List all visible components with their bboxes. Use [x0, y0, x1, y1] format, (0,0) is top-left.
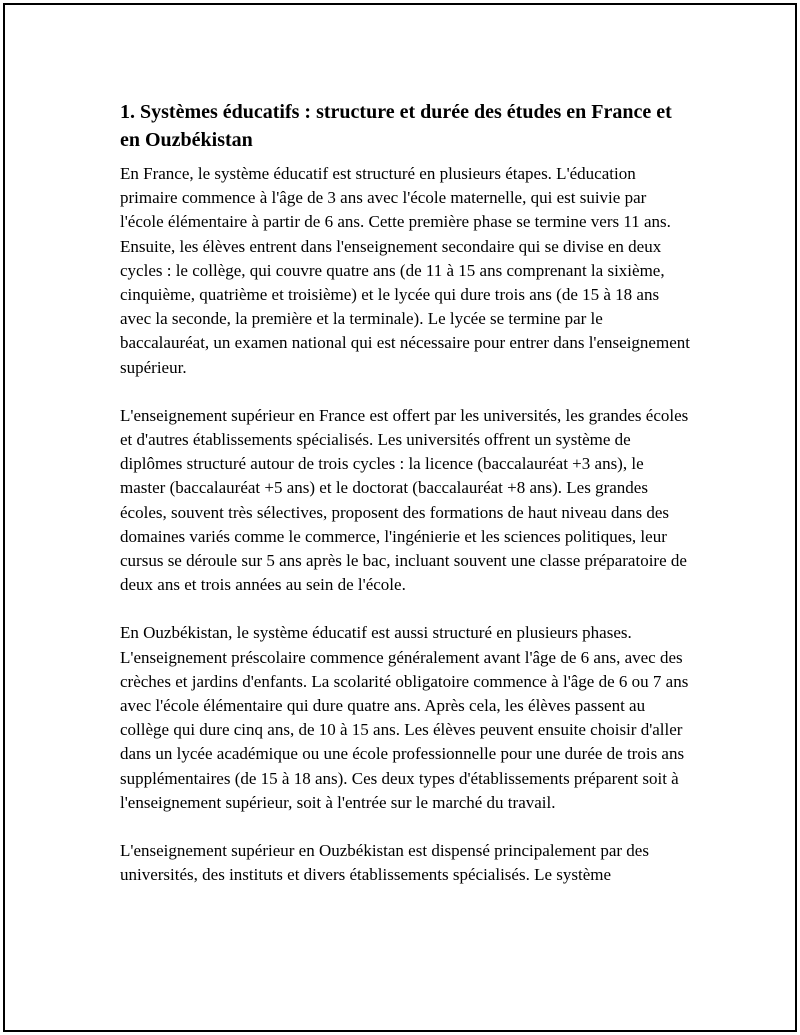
- paragraph-france-higher-education: L'enseignement supérieur en France est offert par les universités, les grandes écoles et d'autres établissements spécialisés. Les universités offrent un système de diplômes structuré autour de trois cycles : la licence (baccalauréat +3 ans), le master (baccalauréat +5 ans) et le doctorat (baccalauréat +8 ans). Les grandes écoles, souvent très sélectives, proposent des formations de haut niveau dans des domaines variés comme le commerce, l'ingénierie et les sciences politiques, leur cursus se déroule sur 5 ans après le bac, incluant souvent une classe préparatoire de deux ans et trois années au sein de l'école.: [120, 405, 689, 595]
- section-heading: 1. Systèmes éducatifs : structure et durée des études en France et en Ouzbékistan: [120, 101, 672, 151]
- paragraph-france-primary-secondary: En France, le système éducatif est structuré en plusieurs étapes. L'éducation primaire commence à l'âge de 3 ans avec l'école maternelle, qui est suivie par l'école élémentaire à partir de 6 ans. Cette première phase se termine vers 11 ans. Ensuite, les élèves entrent dans l'enseignement secondaire qui se divise en deux cycles : le collège, qui couvre quatre ans (de 11 à 15 ans comprenant la sixième, cinquième, quatrième et troisième) et le lycée qui dure trois ans (de 15 à 18 ans avec la seconde, la première et la terminale). Le lycée se termine par le baccalauréat, un examen national qui est nécessaire pour entrer dans l'enseignement supérieur.: [120, 164, 690, 377]
- paragraph-uzbekistan-school-system: En Ouzbékistan, le système éducatif est aussi structuré en plusieurs phases. L'enseignement préscolaire commence généralement avant l'âge de 6 ans, avec des crèches et jardins d'enfants. La scolarité obligatoire commence à l'âge de 6 ou 7 ans avec l'école élémentaire qui dure quatre ans. Après cela, les élèves passent au collège qui dure cinq ans, de 10 à 15 ans. Les élèves peuvent ensuite choisir d'aller dans un lycée académique ou une école professionnelle pour une durée de trois ans supplémentaires (de 15 à 18 ans). Ces deux types d'établissements préparent soit à l'enseignement supérieur, soit à l'entrée sur le marché du travail.: [120, 623, 689, 812]
- paragraph-uzbekistan-higher-education: L'enseignement supérieur en Ouzbékistan est dispensé principalement par des universités, des instituts et divers établissements spécialisés. Le système: [120, 841, 649, 885]
- page-frame: [3, 3, 797, 1032]
- document-body: [120, 98, 692, 911]
